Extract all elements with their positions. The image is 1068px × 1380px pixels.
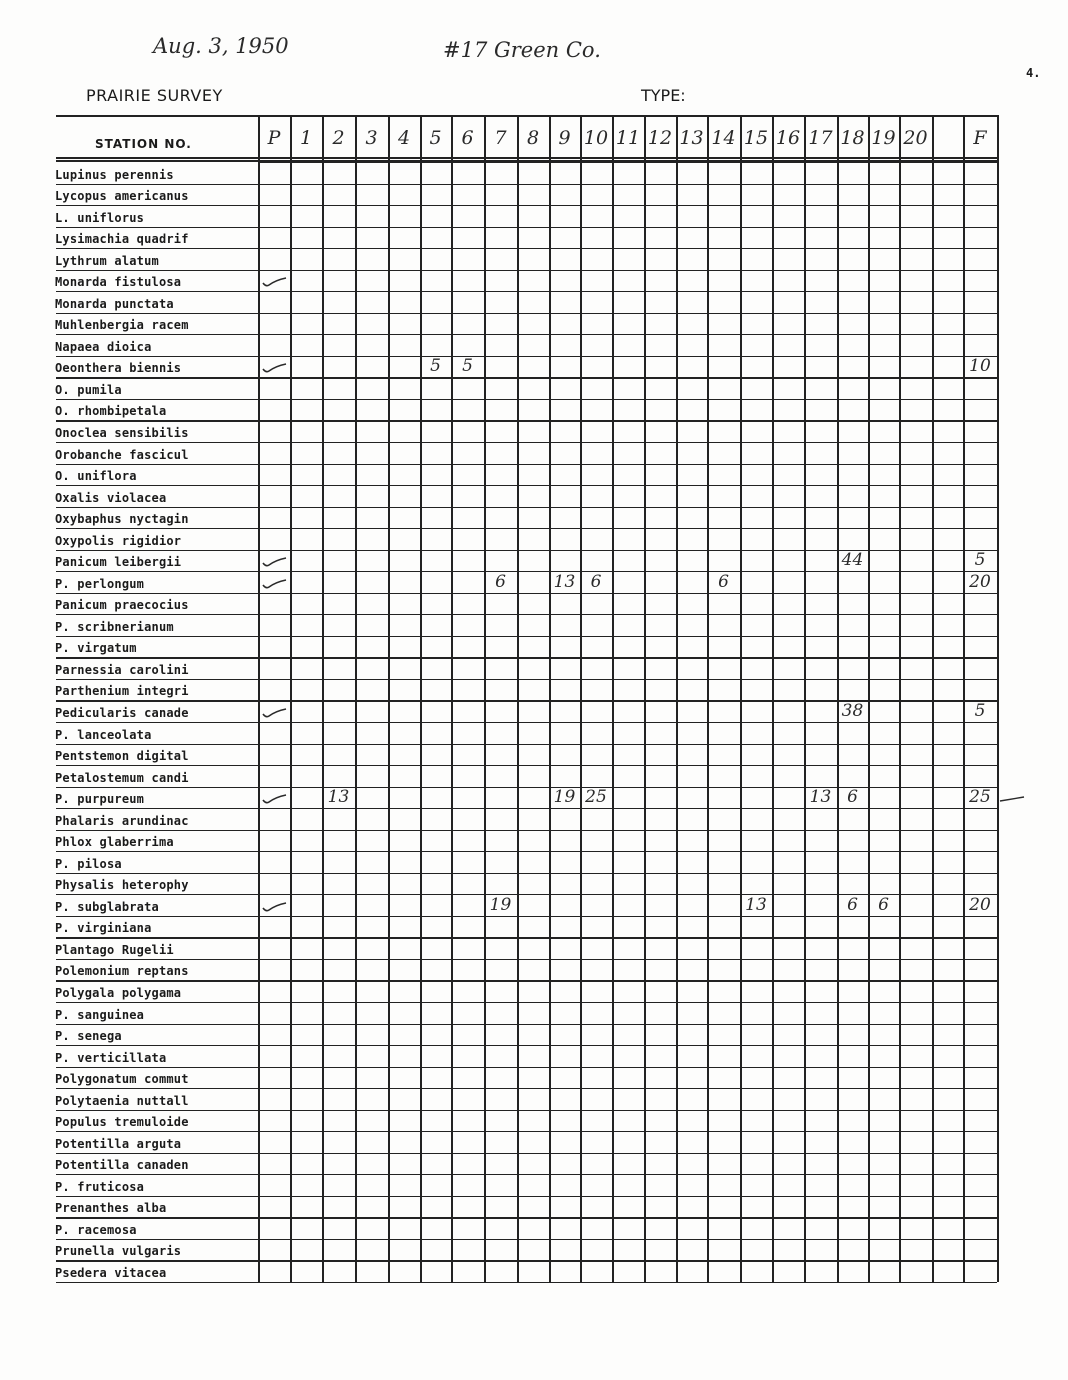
species-name: P. fruticosa — [55, 1179, 145, 1194]
cell-value: 20 — [969, 571, 991, 592]
grid-column-line — [932, 115, 934, 1282]
checkmark-icon — [261, 555, 287, 569]
row-line — [56, 1196, 997, 1197]
grid-column-line — [676, 115, 678, 1282]
row-line — [56, 270, 997, 271]
column-header: 18 — [840, 127, 865, 149]
row-line — [56, 334, 997, 335]
grid-column-line — [740, 115, 742, 1282]
row-line — [56, 1067, 997, 1068]
species-name: Physalis heterophy — [55, 878, 189, 893]
pen-mark-icon — [998, 795, 1028, 805]
species-name: P. sanguinea — [55, 1007, 145, 1022]
species-name: Lysimachia quadrif — [55, 232, 189, 247]
checkmark-icon — [261, 361, 287, 375]
cell-value: 5 — [462, 356, 473, 377]
species-name: Phalaris arundinac — [55, 813, 189, 828]
species-name: Potentilla canaden — [55, 1158, 189, 1173]
cell-value: 6 — [847, 894, 858, 915]
type-label: TYPE: — [641, 86, 686, 105]
cell-value: 38 — [841, 701, 864, 721]
species-name: Muhlenbergia racem — [55, 318, 189, 333]
row-line — [56, 399, 997, 400]
row-line — [56, 248, 997, 249]
species-name: Populus tremuloide — [55, 1115, 189, 1130]
row-line — [56, 1153, 997, 1154]
species-name: P. subglabrata — [55, 899, 159, 914]
row-line — [56, 873, 997, 874]
row-line — [56, 1002, 997, 1003]
species-name: Polemonium reptans — [55, 964, 189, 979]
row-line — [56, 593, 997, 594]
cell-value: 6 — [495, 571, 506, 592]
grid-column-line — [963, 115, 965, 1282]
grid-column-line — [707, 115, 709, 1282]
grid-column-line — [837, 115, 839, 1282]
row-line — [56, 1088, 997, 1089]
cell-value: 5 — [974, 550, 986, 571]
species-name: Psedera vitacea — [55, 1266, 167, 1280]
species-name: Oxypolis rigidior — [55, 533, 182, 548]
grid-column-line — [322, 115, 324, 1282]
cell-value: 13 — [745, 894, 767, 915]
row-line — [56, 356, 997, 357]
form-title: PRAIRIE SURVEY — [86, 86, 223, 105]
column-header: 2 — [332, 127, 345, 149]
site-label: #17 Green Co. — [443, 38, 601, 62]
row-line — [56, 851, 997, 852]
row-line — [56, 571, 997, 572]
grid-column-line — [517, 115, 519, 1282]
checkmark-icon — [261, 792, 287, 806]
column-header: 19 — [871, 127, 896, 149]
row-line — [56, 507, 997, 508]
species-name: Prunella vulgaris — [55, 1244, 182, 1259]
species-name: Orobanche fascicul — [55, 447, 189, 462]
column-header: 4 — [397, 127, 411, 149]
species-name: Oxybaphus nyctagin — [55, 512, 189, 527]
grid-column-line — [899, 115, 901, 1282]
grid-column-line — [355, 115, 357, 1282]
row-line — [56, 377, 997, 378]
species-name: Petalostemum candi — [55, 770, 189, 785]
species-name: Phlox glaberrima — [55, 835, 174, 850]
column-header: 15 — [743, 127, 769, 149]
cell-value: 19 — [553, 787, 576, 808]
cell-value: 20 — [969, 894, 991, 915]
row-line — [56, 1110, 997, 1111]
species-name: P. senega — [55, 1029, 122, 1044]
column-header: 5 — [429, 127, 442, 149]
cell-value: 6 — [590, 571, 602, 592]
species-name: Pedicularis canade — [55, 706, 189, 720]
species-name: P. virginiana — [55, 921, 152, 936]
column-header: 9 — [558, 127, 571, 149]
grid-column-line — [868, 115, 870, 1282]
species-name: Oeonthera biennis — [55, 361, 182, 376]
column-header: 12 — [647, 127, 673, 149]
column-header: 6 — [461, 127, 474, 149]
row-line — [56, 1239, 997, 1240]
cell-value: 13 — [553, 571, 576, 592]
species-name: Lupinus perennis — [55, 167, 174, 182]
column-header: F — [973, 127, 987, 149]
row-line — [56, 291, 997, 292]
species-name: Polygala polygama — [55, 986, 182, 1000]
row-line — [56, 442, 997, 443]
checkmark-icon — [261, 900, 287, 914]
species-name: Parthenium integri — [55, 684, 189, 699]
column-header: 1 — [299, 127, 313, 149]
row-line — [56, 959, 997, 960]
row-line — [56, 313, 997, 314]
column-header: 14 — [711, 127, 736, 149]
species-name: P. virgatum — [55, 641, 137, 656]
column-header: 20 — [903, 127, 928, 149]
species-name: Plantago Rugelii — [55, 942, 174, 957]
row-line — [56, 1260, 997, 1261]
column-header: 13 — [679, 127, 704, 149]
checkmark-icon — [261, 706, 287, 720]
species-name: Lythrum alatum — [55, 253, 159, 268]
species-name: L. uniflorus — [55, 210, 145, 225]
row-line — [56, 1217, 997, 1218]
species-name: Prenanthes alba — [55, 1201, 167, 1216]
species-name: Potentilla arguta — [55, 1136, 182, 1151]
species-name: P. lanceolata — [55, 727, 152, 742]
species-name: Oxalis violacea — [55, 490, 167, 505]
survey-date: Aug. 3, 1950 — [153, 34, 289, 58]
species-name: Napaea dioica — [55, 339, 152, 354]
grid-column-line — [644, 115, 646, 1282]
cell-value: 19 — [489, 894, 512, 915]
row-line — [56, 1282, 997, 1283]
cell-value: 25 — [969, 787, 991, 808]
species-name: Polygonatum commut — [55, 1072, 189, 1087]
cell-value: 25 — [585, 787, 607, 808]
column-header: P — [267, 127, 281, 149]
column-header: 10 — [583, 127, 609, 149]
species-name: Panicum leibergii — [55, 555, 182, 570]
row-line — [56, 227, 997, 228]
row-line — [56, 808, 997, 809]
species-name: Parnessia carolini — [55, 662, 189, 677]
row-line — [56, 722, 997, 723]
row-line — [56, 830, 997, 831]
checkmark-icon — [261, 275, 287, 289]
cell-value: 10 — [969, 356, 991, 377]
species-name: Onoclea sensibilis — [55, 426, 189, 440]
row-line — [56, 464, 997, 465]
checkmark-icon — [261, 577, 287, 591]
row-line — [56, 765, 997, 766]
row-line — [56, 657, 997, 658]
column-header: 16 — [775, 127, 801, 149]
species-name: P. perlongum — [55, 576, 145, 591]
station-number-label: STATION NO. — [95, 137, 192, 151]
species-name: Monarda punctata — [55, 296, 174, 311]
header-bottom-rule — [56, 157, 997, 159]
species-name: Polytaenia nuttall — [55, 1093, 189, 1108]
grid-column-line — [549, 115, 551, 1282]
cell-value: 6 — [847, 787, 858, 808]
row-line — [56, 937, 997, 938]
grid-column-line — [484, 115, 486, 1282]
species-name: Pentstemon digital — [55, 749, 189, 764]
row-line — [56, 184, 997, 185]
row-line — [56, 744, 997, 745]
grid-column-line — [258, 115, 260, 1282]
row-line — [258, 162, 997, 163]
species-name: P. scribnerianum — [55, 619, 174, 634]
row-line — [56, 1045, 997, 1046]
column-header: 17 — [808, 127, 833, 149]
row-line — [56, 1174, 997, 1175]
cell-value: 5 — [974, 701, 986, 721]
species-name: P. pilosa — [55, 856, 122, 871]
species-name: P. racemosa — [55, 1222, 137, 1237]
row-line — [56, 420, 997, 421]
grid-column-line — [420, 115, 422, 1282]
row-line — [56, 528, 997, 529]
species-name: Lycopus americanus — [55, 189, 189, 204]
column-header: 8 — [526, 127, 540, 149]
row-line — [56, 636, 997, 637]
grid-column-line — [580, 115, 582, 1282]
row-line — [56, 614, 997, 615]
page-number: 4. — [1026, 66, 1041, 80]
row-line — [56, 205, 997, 206]
species-name: P. purpureum — [55, 792, 145, 807]
row-line — [56, 980, 997, 981]
row-line — [56, 1024, 997, 1025]
column-header: 11 — [615, 127, 641, 149]
grid-column-line — [772, 115, 774, 1282]
species-name: P. verticillata — [55, 1050, 167, 1065]
cell-value: 13 — [327, 787, 350, 808]
cell-value: 6 — [878, 894, 889, 915]
row-line — [56, 916, 997, 917]
grid-column-line — [290, 115, 292, 1282]
cell-value: 13 — [809, 787, 832, 808]
species-name: Panicum praecocius — [55, 598, 189, 613]
grid-column-line — [612, 115, 614, 1282]
species-name: O. pumila — [55, 382, 122, 397]
cell-value: 6 — [718, 571, 729, 592]
species-name: Monarda fistulosa — [55, 275, 182, 290]
row-line — [56, 485, 997, 486]
column-header: 7 — [494, 127, 507, 149]
species-name: O. uniflora — [55, 469, 137, 484]
species-name: O. rhombipetala — [55, 404, 167, 419]
row-line — [56, 1131, 997, 1132]
grid-column-line — [388, 115, 390, 1282]
grid-column-line — [451, 115, 453, 1282]
grid-column-line — [997, 115, 999, 1282]
row-line — [56, 679, 997, 680]
grid-column-line — [804, 115, 806, 1282]
cell-value: 5 — [430, 356, 441, 377]
header-top-rule — [56, 115, 997, 117]
cell-value: 44 — [841, 550, 864, 571]
column-header: 3 — [365, 127, 378, 149]
